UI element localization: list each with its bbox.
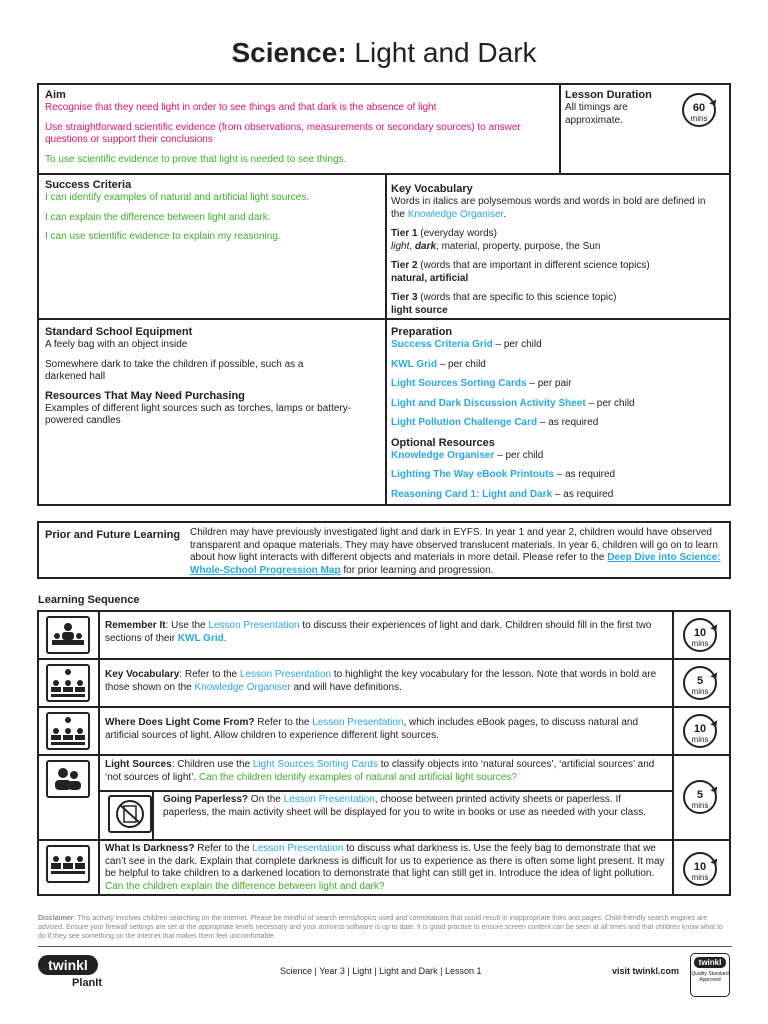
duration-text: All timings are approximate. xyxy=(565,102,628,126)
sequence-step: Remember It: Use the Lesson Presentation to discuss their experiences of light and dark. Children should fill in the first two sections of their KWL Grid. xyxy=(105,620,652,644)
prep-item: Light Pollution Challenge Card – as required xyxy=(391,417,599,428)
resource-link[interactable]: KWL Grid xyxy=(391,358,437,370)
paperless-step: Going Paperless? On the Lesson Presentation, choose between printed activity sheets or paperless. If paperless, the main activity sheet will be displayed for you to write in books or use as needed with your class. xyxy=(163,794,647,818)
aim-section xyxy=(37,83,731,175)
resource-link[interactable]: KWL Grid xyxy=(177,632,224,644)
twinkl-logo: twinkl PlanIt xyxy=(38,955,102,997)
timer-icon: 10 mins xyxy=(683,618,717,652)
aim-objective-1: Recognise that they need light in order to see things and that dark is the absence of light xyxy=(45,102,437,113)
resource-link[interactable]: Reasoning Card 1: Light and Dark xyxy=(391,488,553,500)
resource-link[interactable]: Lesson Presentation xyxy=(208,620,300,631)
optional-item: Knowledge Organiser – per child xyxy=(391,449,544,461)
footer-website-link[interactable]: visit twinkl.com xyxy=(612,966,680,976)
success-item: I can identify examples of natural and artificial light sources. xyxy=(45,192,310,203)
footer-lesson-info: Science | Year 3 | Light | Light and Dark | Lesson 1 xyxy=(280,966,482,976)
no-paper-icon xyxy=(108,795,152,833)
class-group-icon xyxy=(46,845,90,883)
aim-objective-2: Use straightforward scientific evidence (from observations, measurements or secondary sources) to answer questions or support their conclusions xyxy=(45,121,521,145)
resource-link[interactable]: Success Criteria Grid xyxy=(391,339,493,350)
prep-item: KWL Grid – per child xyxy=(391,358,486,370)
sequence-step: Key Vocabulary: Refer to the Lesson Presentation to highlight the key vocabulary for the lesson. Note that words in bold are those shown on the Knowledge Organiser and will have definitions. xyxy=(105,669,657,693)
timer-icon: 10 mins xyxy=(683,714,717,748)
tier2: Tier 2 (words that are important in different science topics) xyxy=(391,260,650,271)
vocab-intro: Words in italics are polysemous words and words in bold are defined in the Knowledge Organiser. xyxy=(391,196,706,220)
teacher-group-icon xyxy=(46,616,90,654)
sequence-step: What Is Darkness? Refer to the Lesson Presentation to discuss what darkness is. Use the feely bag to demonstrate that we can’t see in the dark. Explain that complete darkness is difficult for us to experience as there is often some light present. It may be helpful to take children to a darkened location to demonstrate that light can still get in. Introduce the idea of light pollution. Can the children explain the difference between light and dark? xyxy=(105,843,665,892)
resource-link[interactable]: Light and Dark Discussion Activity Sheet xyxy=(391,397,586,409)
timer-icon: 60 mins xyxy=(682,93,716,127)
knowledge-organiser-link[interactable]: Knowledge Organiser xyxy=(407,208,504,220)
resource-link[interactable]: Lesson Presentation xyxy=(239,669,332,680)
resource-link[interactable]: Lighting The Way eBook Printouts xyxy=(391,469,554,480)
resource-link[interactable]: Light Sources Sorting Cards xyxy=(252,759,378,770)
purchasing-heading: Resources That May Need Purchasing xyxy=(45,389,245,402)
tier3: Tier 3 (words that are specific to this science topic) xyxy=(391,292,617,303)
aim-heading: Aim xyxy=(45,89,66,101)
preparation-heading: Preparation xyxy=(391,326,453,338)
resource-link[interactable]: Light Sources Sorting Cards xyxy=(391,378,527,389)
equipment-heading: Standard School Equipment xyxy=(45,326,193,338)
resource-link[interactable]: Knowledge Organiser xyxy=(194,681,291,693)
optional-item: Lighting The Way eBook Printouts – as required xyxy=(391,469,616,480)
resource-link[interactable]: Light Pollution Challenge Card xyxy=(391,417,538,428)
pair-work-icon xyxy=(46,760,90,798)
quality-badge: twinkl Quality Standard Approved xyxy=(690,953,730,997)
timer-icon: 5 mins xyxy=(683,666,717,700)
resource-link[interactable]: Lesson Presentation xyxy=(312,717,404,728)
tier1: Tier 1 (everyday words) xyxy=(391,228,497,239)
vocab-heading: Key Vocabulary xyxy=(391,183,473,195)
prep-item: Success Criteria Grid – per child xyxy=(391,339,542,350)
success-heading: Success Criteria xyxy=(45,179,132,191)
equipment-item: A feely bag with an object inside xyxy=(45,339,188,350)
resource-link[interactable]: Knowledge Organiser xyxy=(391,449,495,461)
prior-text: Children may have previously investigated light and dark in EYFS. In year 1 and year 2, children would have observed transparent and opaque materials. They may have observed translucent materials. In year 6, children will go on to learn about how light interacts with different objects and materials in more detail. Please refer to the Deep Dive into Science: Whole-School Progression Map for prior learning and progression. xyxy=(190,527,721,576)
sequence-heading: Learning Sequence xyxy=(38,594,140,606)
purchasing-text: Examples of different light sources such as torches, lamps or battery-powered candles xyxy=(45,402,352,426)
sequence-step: Where Does Light Come From? Refer to the Lesson Presentation, which includes eBook pages, to discuss natural and artificial sources of light. Allow children to experience different light sources. xyxy=(105,717,639,741)
tier1-words: light, dark, material, property, purpose, the Sun xyxy=(391,240,601,252)
resource-link[interactable]: Lesson Presentation xyxy=(252,843,344,854)
class-group-icon xyxy=(46,664,90,702)
page-title: Science: Light and Dark xyxy=(231,37,537,68)
sequence-step: Light Sources: Children use the Light Sources Sorting Cards to classify objects into ‘natural sources’, ‘artificial sources’ and ‘not sources of light’. Can the children identify examples of natural and artificial light sources? xyxy=(105,759,655,783)
prior-heading: Prior and Future Learning xyxy=(45,529,181,541)
timer-icon: 5 mins xyxy=(683,780,717,814)
prep-item: Light and Dark Discussion Activity Sheet – per child xyxy=(391,397,635,409)
success-item: I can use scientific evidence to explain my reasoning. xyxy=(45,231,281,242)
learning-sequence xyxy=(37,610,731,896)
timer-icon: 10 mins xyxy=(683,852,717,886)
duration-heading: Lesson Duration xyxy=(565,89,652,101)
tier3-words: light source xyxy=(391,304,448,316)
class-group-icon xyxy=(46,712,90,750)
progression-map-link[interactable]: Deep Dive into Science: Whole-School Progression Map xyxy=(190,552,721,576)
disclaimer: Disclaimer: This activity involves children searching on the internet. Please be mindful of search terms/topics used and connotations that could result in inappropriate links and pages. Child-friendly search engines are advised. Ensure your firewall settings are set at the appropriate levels necessary and your antivirus software is up to date. It is good practice to ensure screen content can be seen at all times and that children know what to do if they see something on the internet that makes them feel uncomfortable. xyxy=(38,915,723,940)
prep-item: Light Sources Sorting Cards – per pair xyxy=(391,378,572,389)
equipment-item: Somewhere dark to take the children if possible, such as a darkened hall xyxy=(45,358,304,382)
optional-item: Reasoning Card 1: Light and Dark – as required xyxy=(391,488,614,500)
tier2-words: natural, artificial xyxy=(391,272,469,284)
resource-link[interactable]: Lesson Presentation xyxy=(283,794,375,805)
prior-learning-section xyxy=(37,521,731,579)
planning-section xyxy=(37,173,731,506)
success-item: I can explain the difference between light and dark. xyxy=(45,211,271,223)
optional-heading: Optional Resources xyxy=(391,436,495,449)
aim-objective-3: To use scientific evidence to prove that light is needed to see things. xyxy=(45,153,347,165)
